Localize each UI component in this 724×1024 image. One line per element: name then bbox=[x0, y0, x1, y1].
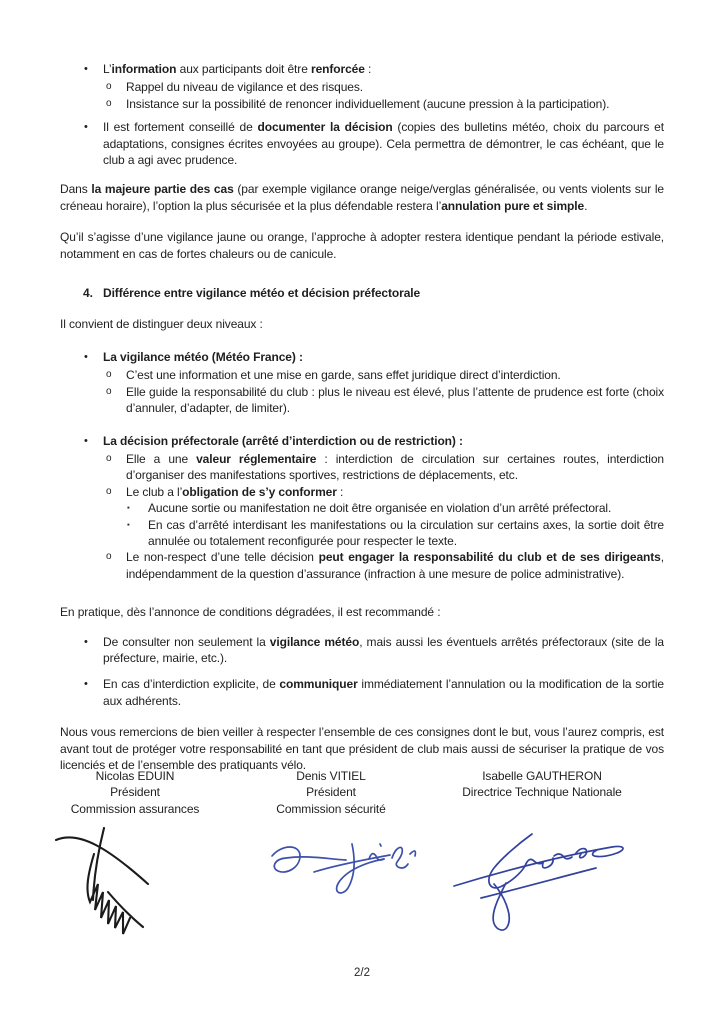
list-marker: o bbox=[106, 551, 112, 563]
list-marker: o bbox=[106, 485, 112, 497]
list-item-mise-en-garde bbox=[60, 367, 664, 383]
list-marker: • bbox=[84, 434, 88, 447]
list-marker: o bbox=[106, 385, 112, 397]
text-run: Insistance sur la possibilité de renoncer individuellement (aucune pression à la participation). bbox=[126, 96, 610, 111]
list-item-documenter bbox=[60, 119, 664, 168]
signature-ink-stroke bbox=[489, 834, 532, 888]
text-run: La décision préfectorale (arrêté d’interdiction ou de restriction) : bbox=[103, 433, 463, 448]
list-item-obligation bbox=[60, 484, 664, 500]
signatory-lines bbox=[442, 768, 642, 820]
list-item-vigilance-meteo bbox=[60, 349, 664, 365]
signatory-role: Commission assurances bbox=[70, 801, 200, 816]
text-run: Il convient de distinguer deux niveaux : bbox=[60, 317, 263, 332]
list-item-valeur-reglementaire bbox=[60, 451, 664, 484]
signature-ink-stroke bbox=[272, 847, 346, 872]
paragraph-deux-niveaux bbox=[60, 316, 664, 332]
list-marker: • bbox=[84, 678, 88, 691]
section-heading-4 bbox=[60, 285, 664, 301]
text-run: Le non-respect d’une telle décision peut engager la responsabilité du club et de ses dirigeants, indépendamment de la question d’assurance (infraction à une mesure de police administrative). bbox=[126, 550, 664, 581]
text-run: L’information aux participants doit être renforcée : bbox=[103, 62, 372, 76]
list-marker: • bbox=[84, 63, 88, 75]
text-run: Il est fortement conseillé de documenter la décision (copies des bulletins météo, choix du parcours et adaptations, consignes écrites envoyées au groupe). Cela permettra de démontrer, le cas échéant, que le club a agi avec prudence. bbox=[103, 120, 664, 168]
signatory-title: Président bbox=[110, 785, 160, 800]
text-run: La vigilance météo (Météo France) : bbox=[103, 349, 303, 364]
signature-ink-stroke bbox=[56, 837, 148, 884]
signature-image bbox=[256, 832, 436, 922]
paragraph-vigilance-jaune bbox=[60, 229, 664, 262]
text-run: Rappel du niveau de vigilance et des risques. bbox=[126, 80, 363, 95]
text-run: Le club a l’obligation de s’y conformer : bbox=[126, 484, 344, 499]
signatory-title: Directrice Technique Nationale bbox=[462, 785, 622, 800]
list-item-consulter bbox=[60, 634, 664, 667]
signature-ink-stroke bbox=[369, 844, 384, 860]
text-run: Nous vous remercions de bien veiller à respecter l’ensemble de ces consignes dont le but, vous l’aurez compris, est avant tout de protéger votre responsabilité en tant que président de club mais aussi de sécuriser la pratique de vos licenciés et de l’ensemble des pratiquants vélo. bbox=[60, 725, 664, 772]
document-body bbox=[60, 61, 664, 773]
list-item-non-respect bbox=[60, 549, 664, 582]
list-marker: • bbox=[84, 635, 88, 648]
signatory-lines bbox=[60, 768, 210, 820]
list-marker: ▪ bbox=[127, 503, 130, 513]
page-number: 2/2 bbox=[354, 967, 370, 979]
list-marker: 4. bbox=[83, 286, 93, 301]
list-item-arrete-interdisant bbox=[60, 517, 664, 550]
signature-ink-stroke bbox=[108, 892, 143, 927]
signatory-name: Nicolas EDUIN bbox=[95, 769, 175, 783]
signatory-block bbox=[442, 768, 642, 938]
text-run: Elle a une valeur réglementaire : interdiction de circulation sur certaines routes, interdiction d’organiser des manifestations sportives, restrictions de déplacements, etc. bbox=[126, 451, 664, 483]
list-item-guide-responsabilite bbox=[60, 384, 664, 417]
signature-ink-stroke bbox=[337, 844, 384, 893]
paragraph-majeure-partie bbox=[60, 181, 664, 214]
text-run: De consulter non seulement la vigilance météo, mais aussi les éventuels arrêtés préfectoraux (site de la préfecture, mairie, etc.). bbox=[103, 634, 664, 665]
signatory-lines bbox=[256, 768, 406, 820]
signatory-name: Isabelle GAUTHERON bbox=[482, 769, 602, 783]
list-item-information bbox=[60, 61, 664, 77]
signatory-role: Commission sécurité bbox=[276, 801, 386, 816]
list-item-rappel bbox=[60, 79, 664, 95]
text-run: Aucune sortie ou manifestation ne doit être organisée en violation d’un arrêté préfectoral. bbox=[148, 501, 612, 516]
list-marker: o bbox=[106, 81, 112, 93]
signatory-block bbox=[256, 768, 406, 922]
list-item-communiquer bbox=[60, 676, 664, 709]
list-marker: o bbox=[106, 369, 112, 381]
list-item-decision-prefectorale bbox=[60, 433, 664, 449]
signature-ink-stroke bbox=[392, 847, 415, 868]
list-marker: • bbox=[84, 350, 88, 363]
list-item-insistance bbox=[60, 96, 664, 112]
list-marker: • bbox=[84, 121, 88, 134]
signatory-title: Président bbox=[306, 785, 356, 800]
text-run: Elle guide la responsabilité du club : plus le niveau est élevé, plus l’attente de prudence est forte (choix d’annuler, d’adapter, de limiter). bbox=[126, 384, 664, 416]
signatory-name: Denis VITIEL bbox=[296, 769, 366, 783]
paragraph-en-pratique bbox=[60, 604, 664, 620]
signature-ink-stroke bbox=[493, 883, 509, 930]
list-marker: o bbox=[106, 452, 112, 464]
text-run: Différence entre vigilance météo et décision préfectorale bbox=[103, 286, 421, 301]
text-run: En pratique, dès l’annonce de conditions dégradées, il est recommandé : bbox=[60, 605, 441, 620]
signatory-block bbox=[60, 768, 210, 954]
signature-image bbox=[50, 822, 240, 954]
list-marker: o bbox=[106, 97, 112, 109]
list-item-aucune-sortie bbox=[60, 500, 664, 516]
text-run: Dans la majeure partie des cas (par exemple vigilance orange neige/verglas généralisée, ou vents violents sur le créneau horaire), l’option la plus sécurisée et la plus défendable restera l’annulation pure et simple. bbox=[60, 182, 664, 213]
list-marker: ▪ bbox=[127, 519, 130, 529]
signature-ink-stroke bbox=[454, 846, 623, 886]
paragraph-remerciements bbox=[60, 724, 664, 773]
signature-section bbox=[60, 768, 664, 954]
text-run: En cas d’arrêté interdisant les manifestations ou la circulation sur certains axes, la sortie doit être annulée ou totalement reconfigurée pour respecter le texte. bbox=[148, 517, 664, 548]
text-run: En cas d’interdiction explicite, de communiquer immédiatement l’annulation ou la modification de la sortie aux adhérents. bbox=[103, 677, 664, 708]
signature-image bbox=[426, 828, 646, 938]
text-run: C’est une information et une mise en garde, sans effet juridique direct d’interdiction. bbox=[126, 368, 561, 383]
text-run: Qu’il s’agisse d’une vigilance jaune ou orange, l’approche à adopter restera identique pendant la période estivale, notamment en cas de fortes chaleurs ou de canicule. bbox=[60, 230, 664, 261]
